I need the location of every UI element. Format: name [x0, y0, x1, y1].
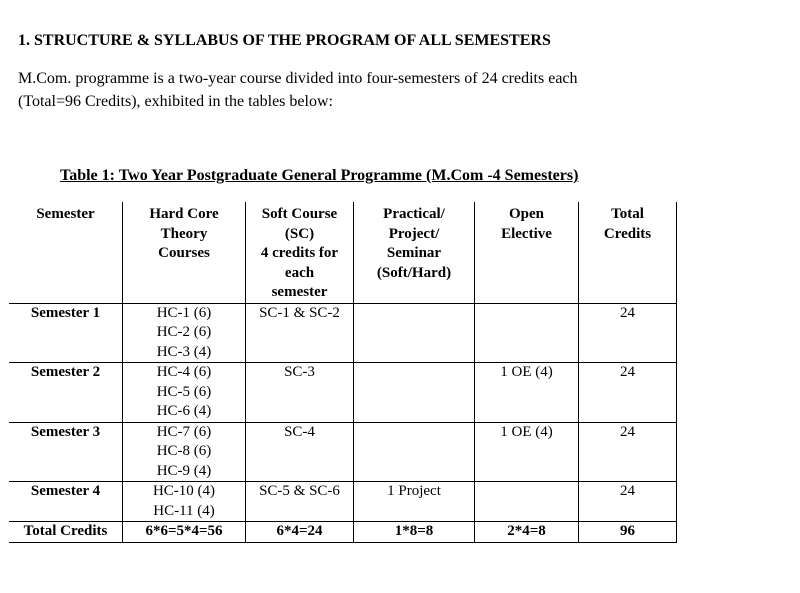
header-semester	[9, 202, 123, 303]
total-credits-cell: 24	[579, 303, 677, 363]
header-hard-core-line: Theory	[160, 225, 208, 242]
totals-row	[9, 522, 677, 543]
totals-practical: 1*8=8	[354, 522, 475, 543]
header-practical	[354, 202, 475, 303]
header-soft-course	[246, 202, 354, 303]
semester-cell: Semester 1	[9, 303, 123, 363]
hard-core-course: HC-2 (6)	[156, 324, 212, 340]
header-total-credits-line: Total	[611, 206, 644, 222]
header-hard-core	[123, 202, 246, 303]
semester-cell: Semester 4	[9, 482, 123, 522]
intro-line-1: M.Com. programme is a two-year course divided into four-semesters of 24 credits each	[18, 70, 578, 87]
soft-course-cell: SC-1 & SC-2	[246, 303, 354, 363]
totals-soft-course: 6*4=24	[246, 522, 354, 543]
header-open-elective-line: Open	[508, 206, 544, 222]
practical-cell	[354, 422, 475, 482]
open-elective-cell	[475, 482, 579, 522]
header-open-elective-line: Elective	[501, 225, 552, 242]
hard-core-course: HC-4 (6)	[156, 364, 212, 380]
soft-course-cell: SC-5 & SC-6	[246, 482, 354, 522]
header-soft-course-line: Soft Course	[261, 206, 338, 222]
totals-total-credits: 96	[579, 522, 677, 543]
hard-core-course: HC-6 (4)	[156, 403, 212, 419]
intro-paragraph	[18, 67, 718, 113]
header-practical-line: Project/	[388, 225, 440, 242]
table-row	[9, 363, 677, 423]
header-practical-line: Seminar	[386, 245, 442, 261]
header-total-credits	[579, 202, 677, 303]
hard-core-course: HC-10 (4)	[152, 483, 216, 499]
hard-core-course: HC-5 (6)	[156, 383, 212, 400]
soft-course-cell: SC-4	[246, 422, 354, 482]
table-caption: Table 1: Two Year Postgraduate General Programme (M.Com -4 Semesters)	[60, 167, 579, 184]
hard-core-course: HC-9 (4)	[156, 462, 212, 479]
hard-core-course: HC-7 (6)	[156, 423, 212, 440]
header-practical-line: Practical/	[383, 206, 445, 222]
totals-label: Total Credits	[9, 522, 123, 543]
hard-core-cell	[123, 363, 246, 423]
open-elective-cell: 1 OE (4)	[475, 363, 579, 423]
hard-core-cell	[123, 422, 246, 482]
open-elective-cell: 1 OE (4)	[475, 422, 579, 482]
header-soft-course-line: semester	[271, 284, 328, 300]
hard-core-course: HC-11 (4)	[153, 502, 215, 519]
practical-cell: 1 Project	[354, 482, 475, 522]
header-open-elective	[475, 202, 579, 303]
semester-cell: Semester 2	[9, 363, 123, 423]
semester-cell: Semester 3	[9, 422, 123, 482]
intro-line-2: (Total=96 Credits), exhibited in the tables below:	[18, 93, 333, 110]
table-row	[9, 422, 677, 482]
header-hard-core-line: Courses	[158, 245, 210, 261]
hard-core-course: HC-3 (4)	[156, 343, 212, 360]
hard-core-cell	[123, 303, 246, 363]
header-soft-course-line: each	[284, 264, 315, 281]
total-credits-cell: 24	[579, 422, 677, 482]
hard-core-cell	[123, 482, 246, 522]
totals-open-elective: 2*4=8	[475, 522, 579, 543]
header-total-credits-line: Credits	[603, 225, 652, 242]
header-hard-core-line: Hard Core	[149, 206, 219, 222]
header-soft-course-line: 4 credits for	[260, 245, 339, 261]
total-credits-cell: 24	[579, 363, 677, 423]
header-practical-line: (Soft/Hard)	[376, 264, 452, 281]
section-heading: 1. STRUCTURE & SYLLABUS OF THE PROGRAM OF ALL SEMESTERS	[18, 32, 551, 49]
table-header-row	[9, 202, 677, 303]
soft-course-cell: SC-3	[246, 363, 354, 423]
total-credits-cell: 24	[579, 482, 677, 522]
open-elective-cell	[475, 303, 579, 363]
hard-core-course: HC-1 (6)	[156, 304, 212, 321]
header-semester-label: Semester	[36, 206, 95, 222]
program-structure-table	[9, 202, 677, 543]
header-soft-course-line: (SC)	[284, 225, 315, 242]
practical-cell	[354, 303, 475, 363]
hard-core-course: HC-8 (6)	[156, 443, 212, 459]
totals-hard-core: 6*6=5*4=56	[123, 522, 246, 543]
practical-cell	[354, 363, 475, 423]
table-row	[9, 303, 677, 363]
table-row	[9, 482, 677, 522]
